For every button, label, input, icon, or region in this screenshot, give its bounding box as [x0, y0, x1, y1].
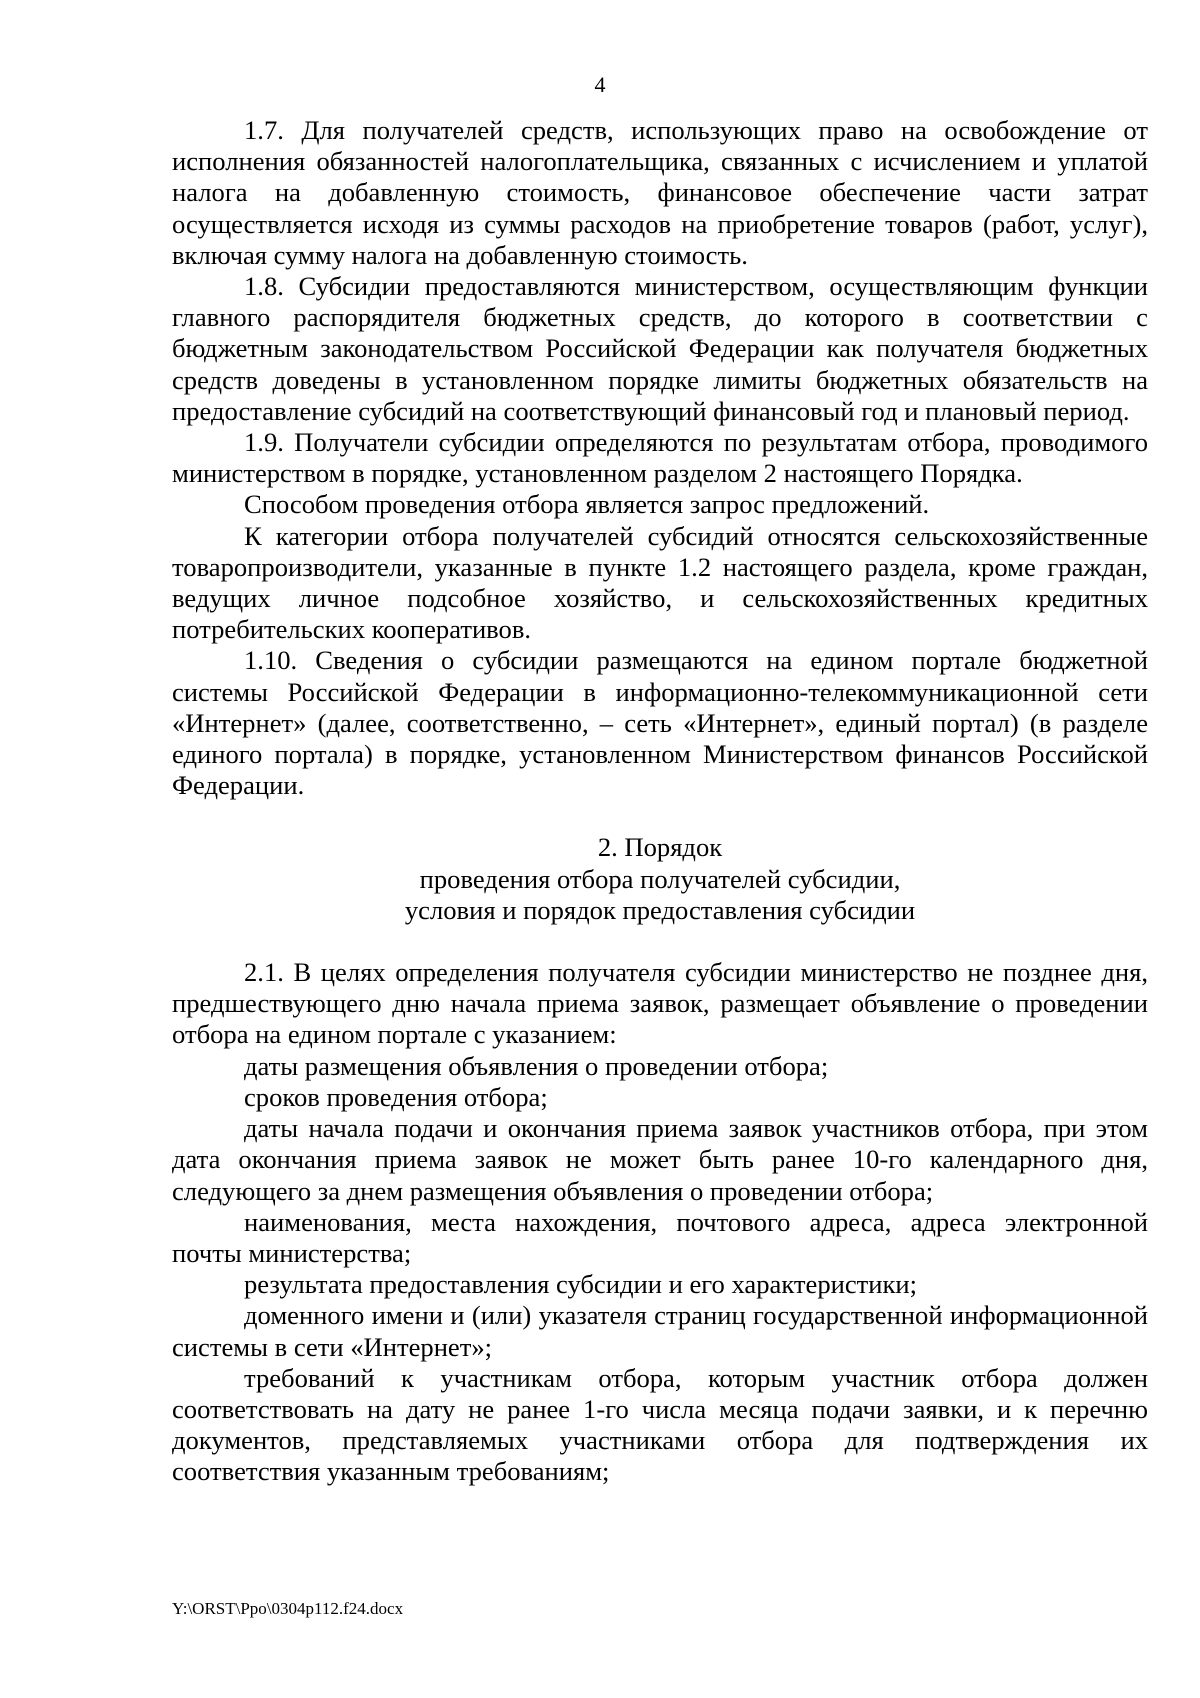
file-path-footer: Y:\ORST\Ppo\0304p112.f24.docx — [172, 1599, 404, 1618]
section-heading — [172, 832, 1148, 926]
list-item-application-dates: даты начала подачи и окончания приема заявок участников отбора, при этом дата окончания приема заявок не может быть ранее 10-го календарного дня, следующего за днем размещения объявления о проведении отбора; — [172, 1113, 1148, 1206]
list-item-result: результата предоставления субсидии и его характеристики; — [244, 1269, 918, 1300]
paragraph-1-7: 1.7. Для получателей средств, использующих право на освобождение от исполнения обязанностей налогоплательщика, связанных с исчислением и уплатой налога на добавленную стоимость, финансовое обеспечение части затрат осуществляется исходя из суммы расходов на приобретение товаров (работ, услуг), включая сумму налога на добавленную стоимость. — [172, 115, 1148, 270]
list-item-participant-requirements: требований к участникам отбора, которым участник отбора должен соответствовать на дату не ранее 1-го числа месяца подачи заявки, и к перечню документов, представляемых участниками отбора для подтверждения их соответствия указанным требованиям; — [172, 1362, 1148, 1487]
list-item-domain-name: доменного имени и (или) указателя страниц государственной информационной системы в сети «Интернет»; — [172, 1300, 1148, 1362]
list-item-selection-period: сроков проведения отбора; — [244, 1081, 548, 1112]
paragraph-selection-category: К категории отбора получателей субсидий относятся сельскохозяйственные товаропроизводители, указанные в пункте 1.2 настоящего раздела, кроме граждан, ведущих личное подсобное хозяйство, и сельскохозяйственных кредитных потребительских кооперативов. — [172, 520, 1148, 645]
document-body — [172, 115, 1148, 1488]
list-item-announcement-date: даты размещения объявления о проведении отбора; — [244, 1050, 829, 1081]
list-item-ministry-contacts: наименования, места нахождения, почтового адреса, адреса электронной почты министерства; — [172, 1206, 1148, 1268]
page-number: 4 — [594, 72, 606, 97]
paragraph-selection-method: Способом проведения отбора является запрос предложений. — [244, 489, 930, 520]
paragraph-1-8: 1.8. Субсидии предоставляются министерством, осуществляющим функции главного распорядителя бюджетных средств, до которого в соответствии с бюджетным законодательством Российской Федерации как получателя бюджетных средств доведены в установленном порядке лимиты бюджетных обязательств на предоставление субсидий на соответствующий финансовый год и плановый период. — [172, 271, 1148, 426]
paragraph-1-10: 1.10. Сведения о субсидии размещаются на едином портале бюджетной системы Российской Федерации в информационно-телекоммуникационной сети «Интернет» (далее, соответственно, – сеть «Интернет», единый портал) (в разделе единого портала) в порядке, установленном Министерством финансов Российской Федерации. — [172, 645, 1148, 801]
paragraph-2-1: 2.1. В целях определения получателя субсидии министерство не позднее дня, предшествующего дню начала приема заявок, размещает объявление о проведении отбора на едином портале с указанием: — [172, 957, 1148, 1050]
section-heading-line-3: условия и порядок предоставления субсидии — [404, 894, 916, 925]
paragraph-1-9: 1.9. Получатели субсидии определяются по результатам отбора, проводимого министерством в порядке, установленном разделом 2 настоящего Порядка. — [172, 427, 1148, 489]
section-heading-line-2: проведения отбора получателей субсидии, — [419, 863, 901, 894]
section-heading-line-1: 2. Порядок — [597, 832, 723, 863]
